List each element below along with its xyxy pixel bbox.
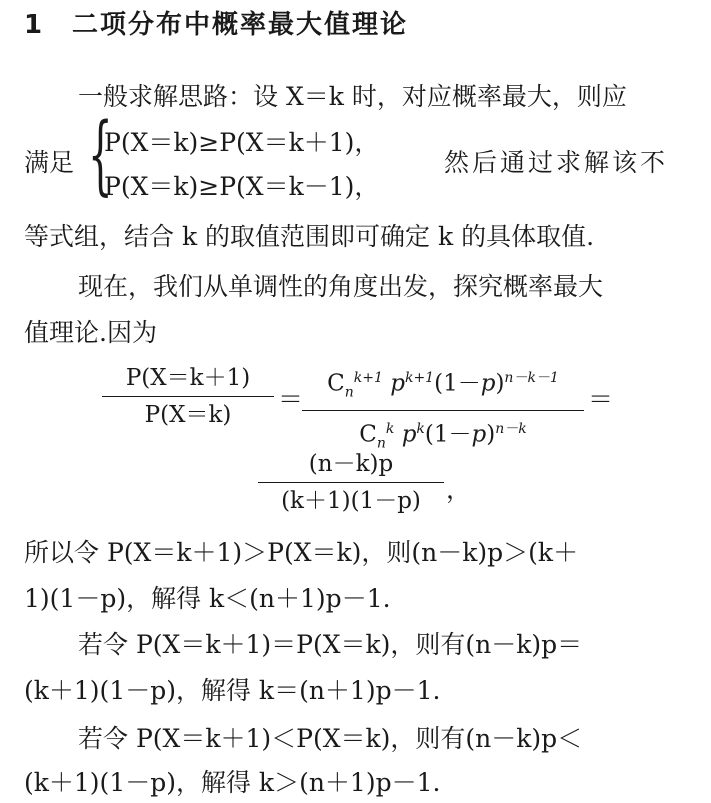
fraction-left — [102, 362, 274, 431]
fraction-right — [258, 448, 444, 517]
para3-line1: 所以令 P(X＝k＋1)＞P(X＝k)，则(n－k)p＞(k＋ — [24, 538, 579, 567]
equals-sign-1: ＝ — [278, 385, 304, 414]
section-title: 二项分布中概率最大值理论 — [72, 10, 409, 40]
equals-sign-2: ＝ — [588, 385, 614, 414]
condition-1: P(X＝k)≥P(X＝k＋1)， — [104, 128, 380, 157]
fraction-bar — [302, 410, 584, 411]
fraction-middle — [302, 362, 584, 460]
para1-prefix: 满足 — [24, 148, 75, 177]
left-brace: { — [88, 105, 113, 205]
fraction-bar — [102, 396, 274, 397]
equation-comma: ， — [446, 475, 472, 504]
fraction-middle-numerator: $C_n^{k+1}$ $p^{k+1}(1-p)^{n-k-1}$ — [327, 370, 559, 401]
fraction-middle-denominator: $C_n^k$ $p^k(1-p)^{n-k}$ — [359, 421, 527, 452]
para4-line2: (k＋1)(1－p)，解得 k＝(n＋1)p－1. — [24, 676, 441, 705]
fraction-right-denominator: (k＋1)(1－p) — [281, 488, 421, 514]
para1-suffix: 然后通过求解该不 — [444, 148, 669, 177]
para1-line1: 一般求解思路：设 X＝k 时，对应概率最大，则应 — [78, 82, 627, 111]
para5-line1: 若令 P(X＝k＋1)＜P(X＝k)，则有(n－k)p＜ — [78, 724, 583, 753]
fraction-right-numerator: (n－k)p — [308, 451, 394, 477]
fraction-bar — [258, 482, 444, 483]
para3-line2: 1)(1－p)，解得 k＜(n＋1)p－1. — [24, 584, 391, 613]
para2-line2: 值理论.因为 — [24, 318, 157, 347]
fraction-left-denominator: P(X＝k) — [144, 402, 232, 428]
para2-line1: 现在，我们从单调性的角度出发，探究概率最大 — [78, 272, 604, 301]
para5-line2: (k＋1)(1－p)，解得 k＞(n＋1)p－1. — [24, 768, 441, 797]
para1-line3: 等式组，结合 k 的取值范围即可确定 k 的具体取值. — [24, 222, 595, 251]
condition-2: P(X＝k)≥P(X＝k－1)， — [104, 172, 380, 201]
para4-line1: 若令 P(X＝k＋1)＝P(X＝k)，则有(n－k)p＝ — [78, 630, 583, 659]
section-number: 1 — [24, 10, 43, 40]
fraction-left-numerator: P(X＝k＋1) — [125, 365, 251, 391]
